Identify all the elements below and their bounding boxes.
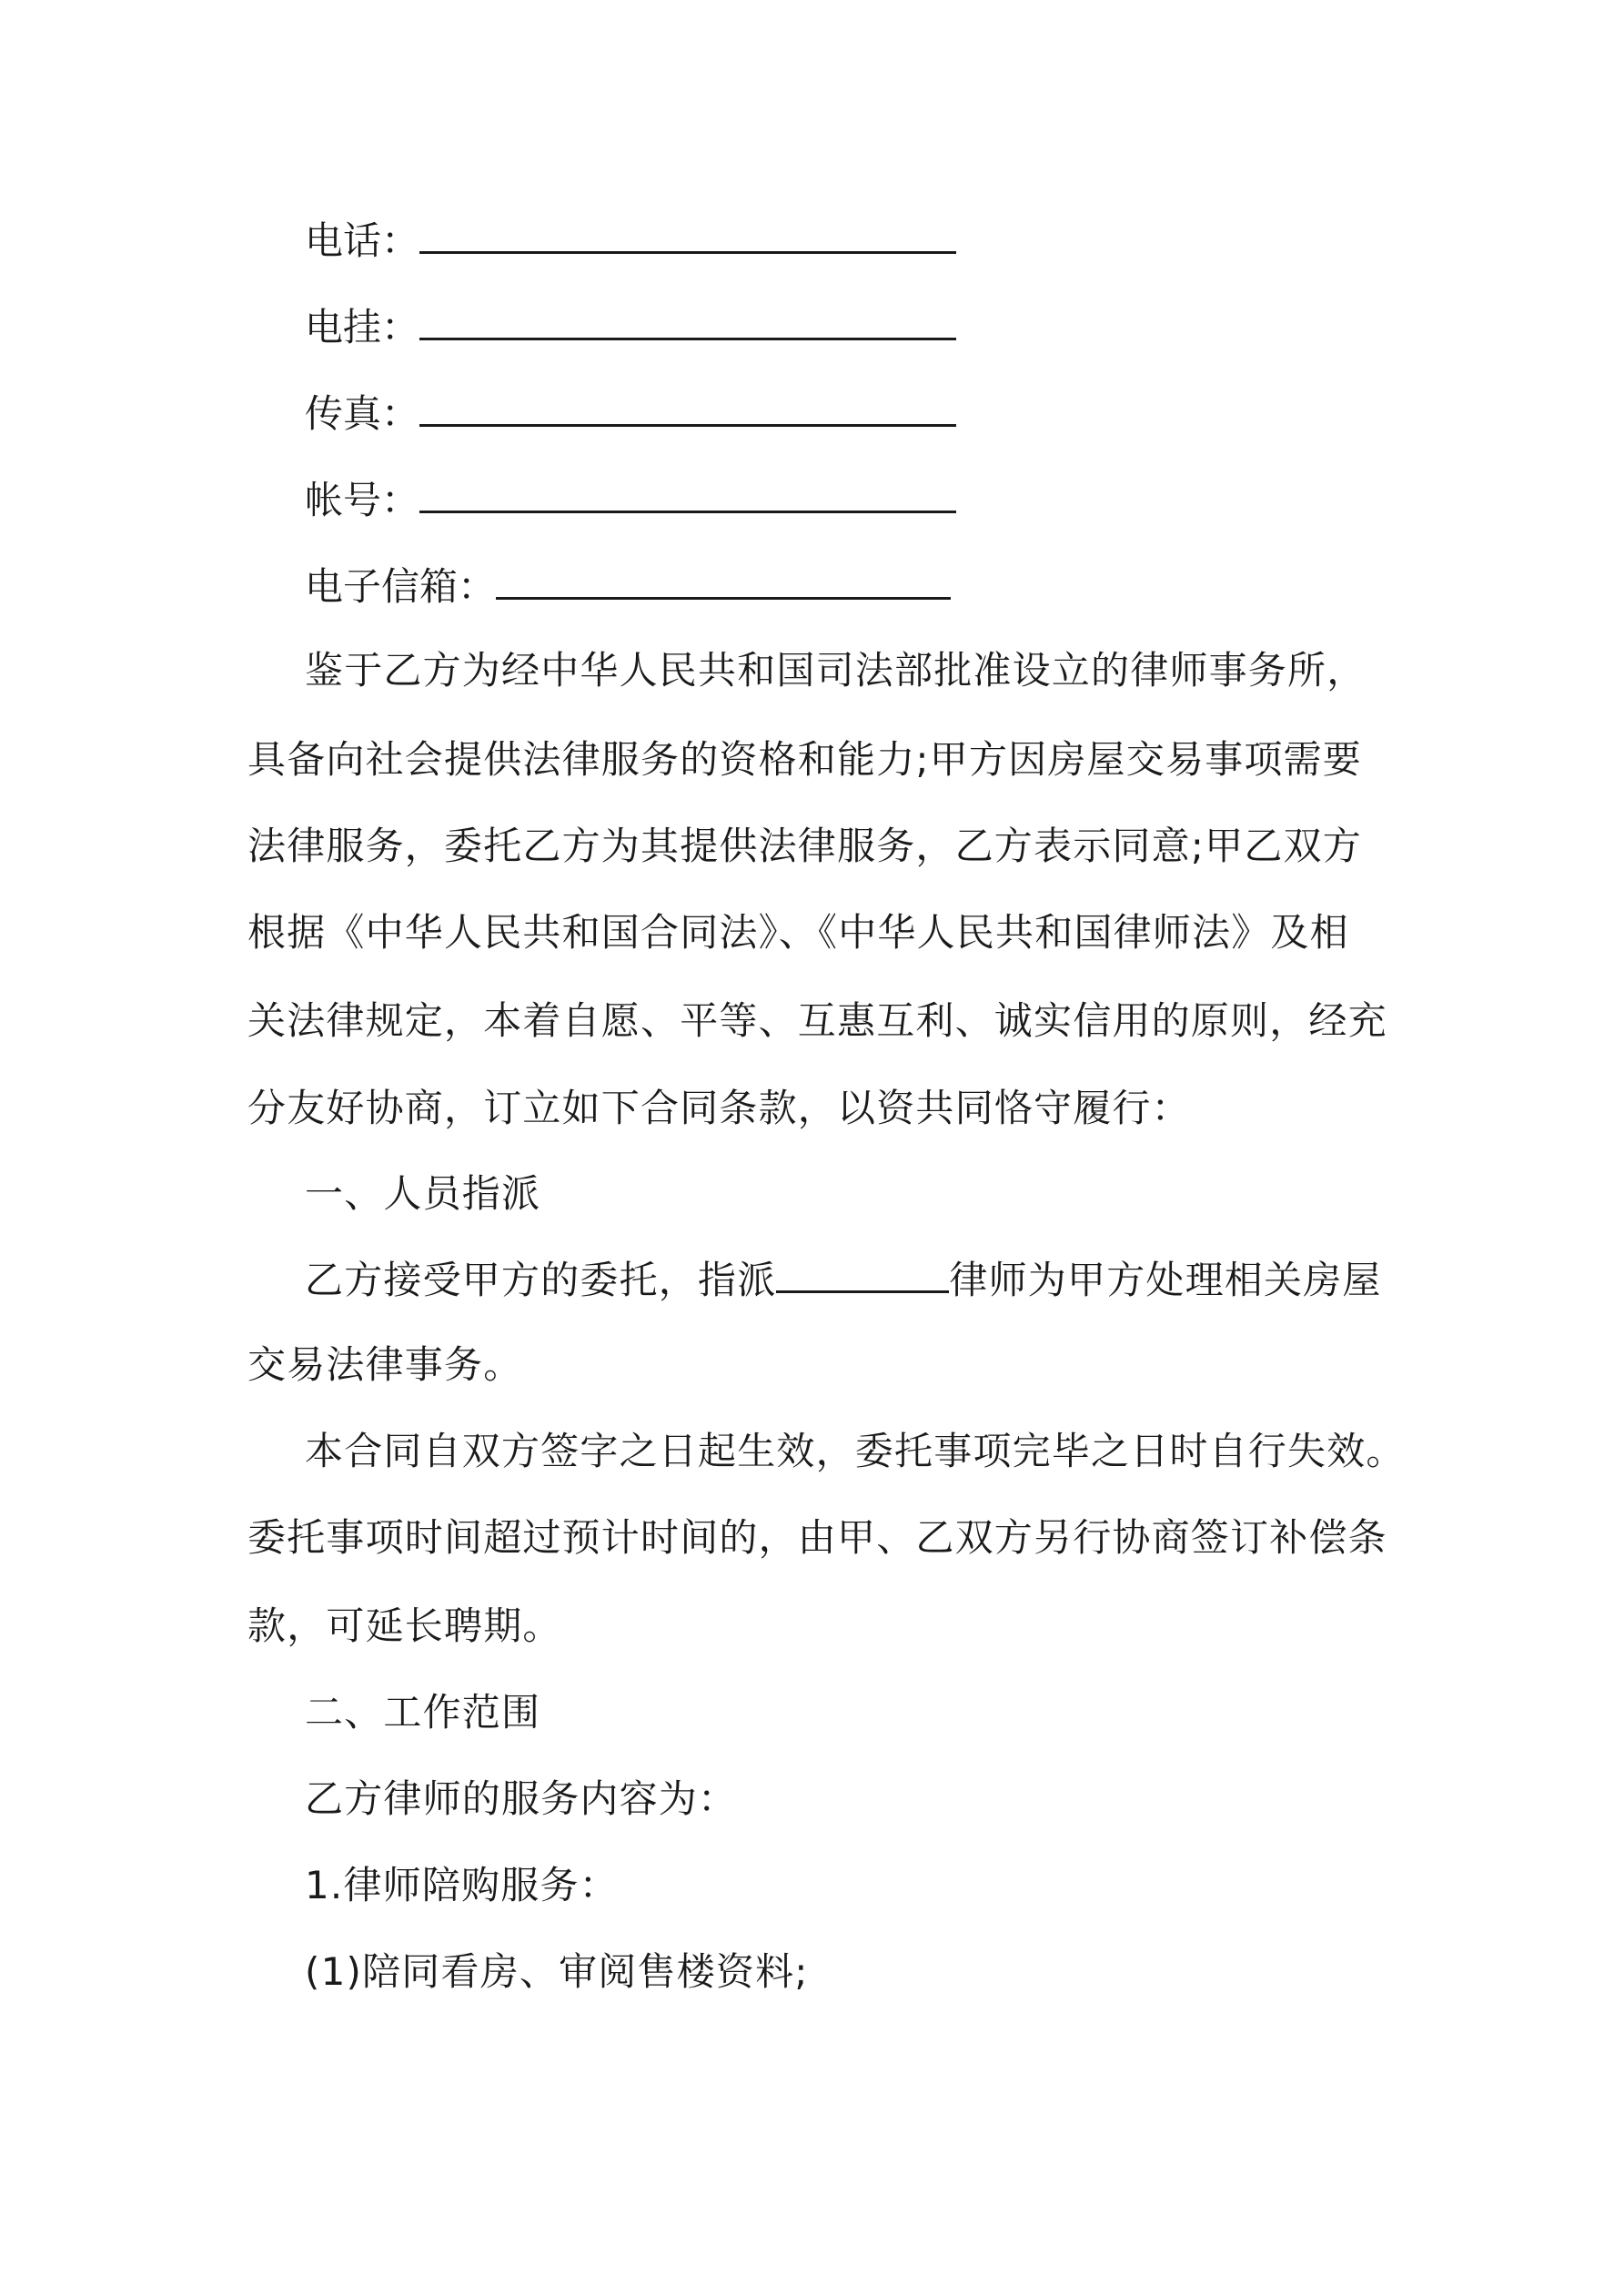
- telegram-field-row: [305, 300, 956, 355]
- email-blank[interactable]: [496, 561, 951, 600]
- preamble-line-6: 分友好协商，订立如下合同条款，以资共同恪守履行：: [247, 1086, 1191, 1130]
- account-blank[interactable]: [419, 474, 956, 513]
- account-label: 帐号：: [305, 478, 420, 522]
- preamble-line-4: 根据《中华人民共和国合同法》、《中华人民共和国律师法》及相: [247, 910, 1349, 955]
- section-1-heading: 一、人员指派: [305, 1171, 541, 1216]
- service-intro: 乙方律师的服务内容为：: [305, 1776, 738, 1821]
- validity-line-1: 本合同自双方签字之日起生效，委托事项完毕之日时自行失效。: [305, 1429, 1406, 1473]
- assign-line: [305, 1253, 1382, 1308]
- section-2-heading: 二、工作范围: [305, 1690, 541, 1735]
- fax-field-row: [305, 387, 956, 441]
- fax-blank[interactable]: [419, 388, 956, 427]
- lawyer-name-blank[interactable]: [776, 1254, 949, 1293]
- preamble-line-3: 法律服务，委托乙方为其提供法律服务，乙方表示同意;甲乙双方: [247, 824, 1362, 868]
- fax-label: 传真：: [305, 391, 420, 436]
- phone-field-row: [305, 214, 956, 268]
- preamble-line-5: 关法律规定，本着自愿、平等、互惠互利、诚实信用的原则，经充: [247, 998, 1387, 1043]
- preamble-line-2: 具备向社会提供法律服务的资格和能力;甲方因房屋交易事项需要: [247, 737, 1362, 782]
- assign-line-2: 交易法律事务。: [247, 1342, 523, 1387]
- service-item-1-sub-1: (1)陪同看房、审阅售楼资料;: [305, 1949, 809, 1994]
- email-field-row: [305, 560, 951, 614]
- telegram-blank[interactable]: [419, 301, 956, 340]
- phone-label: 电话：: [305, 218, 420, 263]
- validity-line-3: 款，可延长聘期。: [247, 1603, 562, 1648]
- email-label: 电子信箱：: [305, 564, 497, 609]
- preamble-line-1: 鉴于乙方为经中华人民共和国司法部批准设立的律师事务所，: [305, 648, 1367, 693]
- assign-text-after: 律师为甲方处理相关房屋: [949, 1258, 1382, 1302]
- phone-blank[interactable]: [419, 215, 956, 254]
- telegram-label: 电挂：: [305, 305, 420, 349]
- assign-text-before: 乙方接受甲方的委托，指派: [305, 1258, 777, 1302]
- validity-line-2: 委托事项时间超过预计时间的，由甲、乙双方另行协商签订补偿条: [247, 1515, 1387, 1560]
- service-item-1: 1.律师陪购服务：: [305, 1863, 619, 1907]
- account-field-row: [305, 473, 956, 528]
